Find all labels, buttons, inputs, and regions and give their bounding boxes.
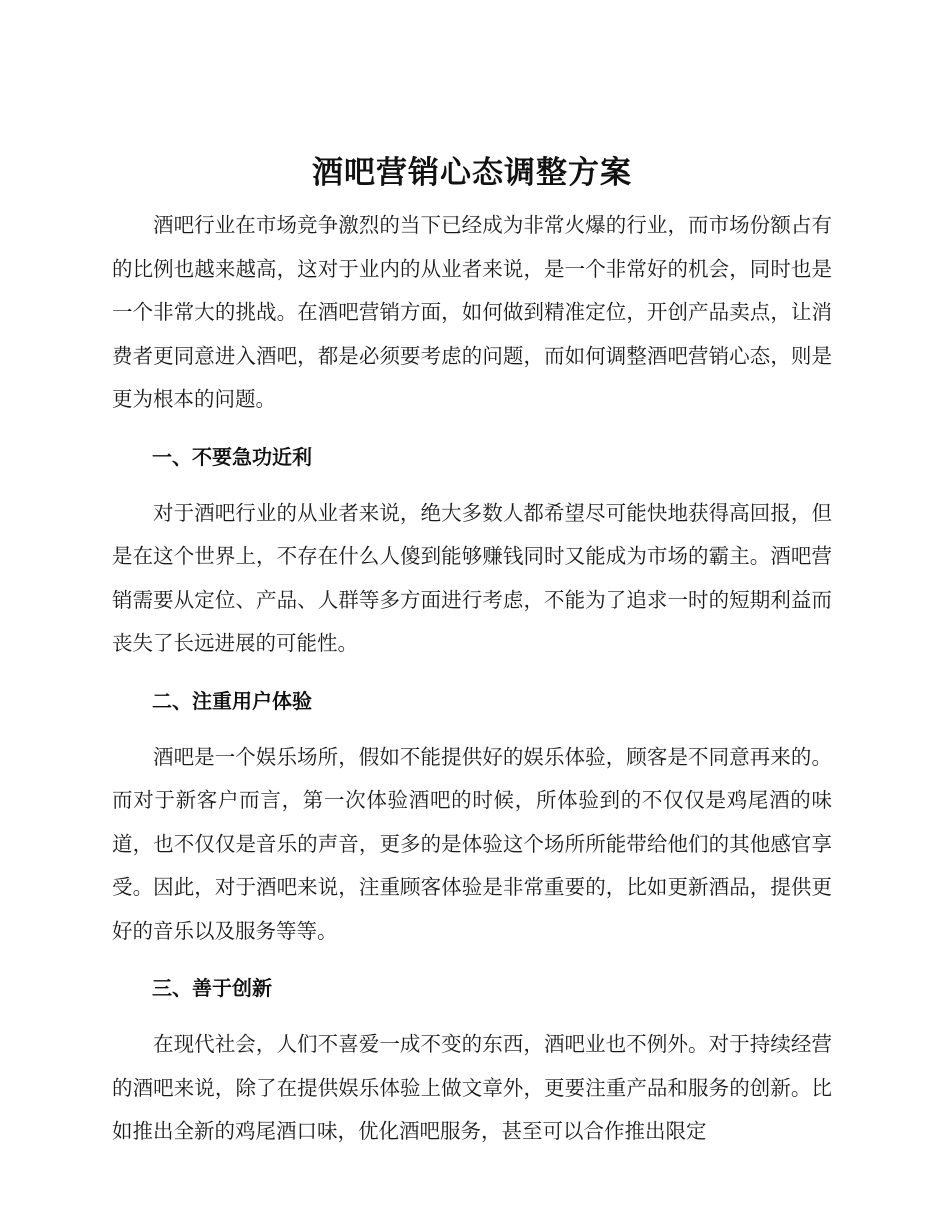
document-title: 酒吧营销心态调整方案 [312,155,632,191]
section-heading-3: 三、善于创新 [152,976,272,1000]
document-body [112,150,832,1154]
section-paragraph-3: 在现代社会，人们不喜爱一成不变的东西，酒吧业也不例外。对于持续经营的酒吧来说，除了在提供娱乐体验上做文章外，更要注重产品和服务的创新。比如推出全新的鸡尾酒口味，优化酒吧服务，甚至可以合作推出限定 [112,1032,832,1143]
section-heading-1: 一、不要急功近利 [152,444,312,469]
section-paragraph-1: 对于酒吧行业的从业者来说，绝大多数人都希望尽可能快地获得高回报，但是在这个世界上，不存在什么人傻到能够赚钱同时又能成为市场的霸主。酒吧营销需要从定位、产品、人群等多方面进行考虑，不能为了追求一时的短期利益而丧失了长远进展的可能性。 [112,500,832,655]
intro-paragraph: 酒吧行业在市场竞争激烈的当下已经成为非常火爆的行业，而市场份额占有的比例也越来越高，这对于业内的从业者来说，是一个非常好的机会，同时也是一个非常大的挑战。在酒吧营销方面，如何做到精准定位，开创产品卖点，让消费者更同意进入酒吧，都是必须要考虑的问题，而如何调整酒吧营销心态，则是更为根本的问题。 [112,213,832,411]
section-heading-2: 二、注重用户体验 [152,688,312,713]
section-paragraph-2: 酒吧是一个娱乐场所，假如不能提供好的娱乐体验，顾客是不同意再来的。而对于新客户而言，第一次体验酒吧的时候，所体验到的不仅仅是鸡尾酒的味道，也不仅仅是音乐的声音，更多的是体验这个场所所能带给他们的其他感官享受。因此，对于酒吧来说，注重顾客体验是非常重要的，比如更新酒品，提供更好的音乐以及服务等等。 [112,744,832,943]
